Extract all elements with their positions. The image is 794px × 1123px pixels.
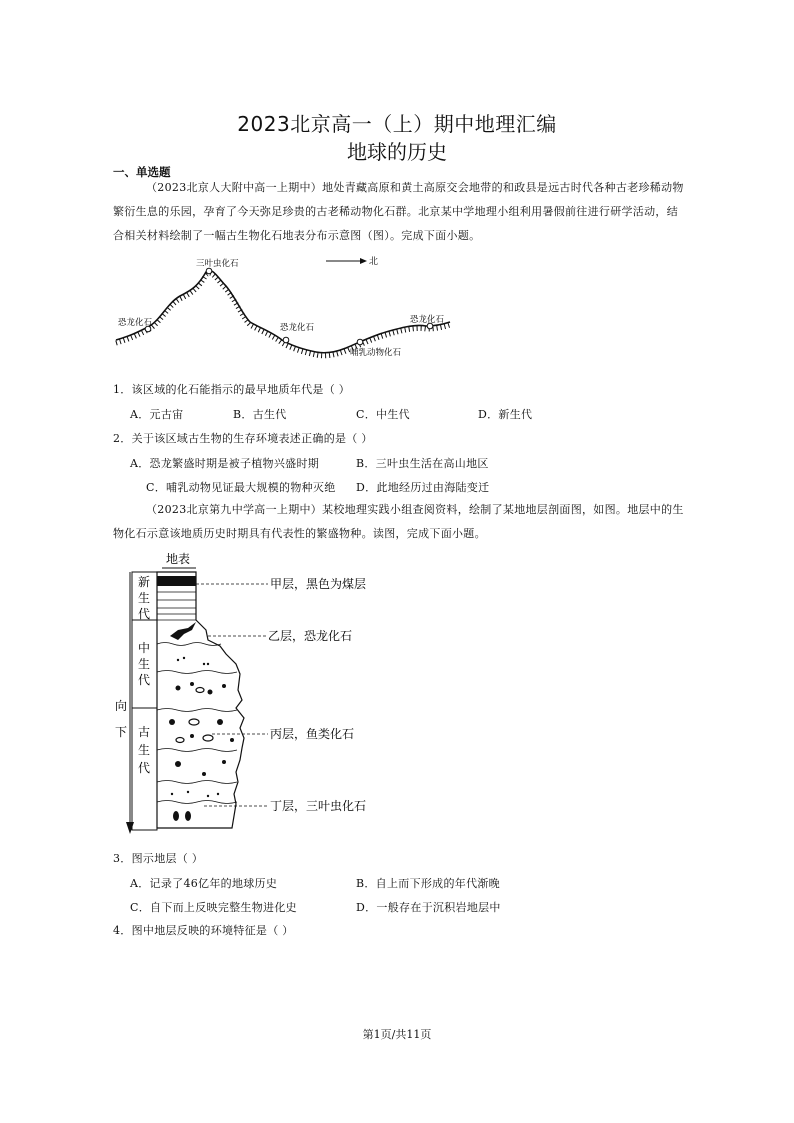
fossil-marker-trilobite	[206, 268, 212, 274]
question-2: 2．关于该区域古生物的生存环境表述正确的是（ ）	[113, 432, 373, 445]
era-cenozoic-2: 生	[138, 591, 151, 605]
fossil-distribution-figure	[110, 252, 460, 362]
question-1: 1．该区域的化石能指示的最早地质年代是（ ）	[113, 383, 351, 396]
q1-option-c: C．中生代	[356, 408, 410, 421]
passage-2: （2023北京第九中学高一上期中）某校地理实践小组查阅资料，绘制了某地地层剖面图，如图。地层中的生物化石示意该地质历史时期具有代表性的繁盛物种。读图，完成下面小题。	[113, 503, 684, 540]
era-mesozoic-1: 中	[138, 641, 151, 655]
era-paleozoic-3: 代	[138, 761, 151, 775]
label-layer-yi: 乙层，恐龙化石	[268, 629, 353, 643]
label-layer-ding: 丁层，三叶虫化石	[270, 799, 367, 813]
page-footer: 第1页/共11页	[362, 1028, 432, 1041]
section-heading: 一、单选题	[113, 165, 171, 179]
fossil-marker-mammal	[357, 339, 363, 345]
era-cenozoic-3: 代	[138, 607, 151, 621]
era-cenozoic-1: 新	[138, 575, 151, 589]
label-down-1: 向	[115, 699, 128, 713]
document-title: 2023北京高一（上）期中地理汇编	[237, 112, 557, 136]
label-trilobite: 三叶虫化石	[196, 259, 239, 269]
q2-option-c: C．哺乳动物见证最大规模的物种灭绝	[146, 481, 336, 494]
era-paleozoic-1: 古	[138, 725, 151, 739]
terrain-hatching	[116, 273, 450, 355]
label-layer-bing: 丙层，鱼类化石	[270, 727, 355, 741]
q3-option-d: D．一般存在于沉积岩地层中	[356, 901, 501, 914]
passage-1: （2023北京人大附中高一上期中）地处青藏高原和黄土高原交会地带的和政县是远古时代各种古老珍稀动物繁衍生息的乐园，孕育了今天弥足珍贵的古老稀动物化石群。北京某中学地理小组利用暑假前往进行研学活动，结合相关材料绘制了一幅古生物化石地表分布示意图（图）。完成下面小题。	[113, 181, 684, 242]
q1-option-b: B．古生代	[233, 408, 287, 421]
label-dino-right: 恐龙化石	[410, 315, 445, 325]
document-subtitle: 地球的历史	[347, 140, 447, 164]
question-3: 3．图示地层（ ）	[113, 852, 204, 865]
q2-option-a: A．恐龙繁盛时期是被子植物兴盛时期	[130, 457, 320, 470]
coal-layer	[157, 576, 196, 586]
label-north: 北	[369, 257, 379, 267]
era-mesozoic-3: 代	[138, 673, 151, 687]
era-paleozoic-2: 生	[138, 743, 151, 757]
q3-option-c: C．自下而上反映完整生物进化史	[130, 901, 297, 914]
label-dino-mid: 恐龙化石	[280, 323, 315, 333]
question-4: 4．图中地层反映的环境特征是（ ）	[113, 924, 294, 937]
q2-option-b: B．三叶虫生活在高山地区	[356, 457, 489, 470]
strata-profile-figure	[108, 550, 398, 840]
q2-option-d: D．此地经历过由海陆变迁	[356, 481, 490, 494]
era-mesozoic-2: 生	[138, 657, 151, 671]
label-down-2: 下	[115, 725, 128, 739]
q1-option-a: A．元古宙	[130, 408, 184, 421]
down-arrow-icon	[126, 822, 134, 834]
label-surface: 地表	[166, 552, 191, 566]
q3-option-a: A．记录了46亿年的地球历史	[130, 877, 278, 890]
label-dino-left: 恐龙化石	[118, 318, 153, 328]
label-layer-jia: 甲层，黑色为煤层	[270, 577, 367, 591]
q3-option-b: B．自上而下形成的年代渐晚	[356, 877, 500, 890]
label-mammal: 哺乳动物化石	[350, 348, 402, 358]
q1-option-d: D．新生代	[478, 408, 533, 421]
fossil-marker-dino-mid	[283, 337, 289, 343]
